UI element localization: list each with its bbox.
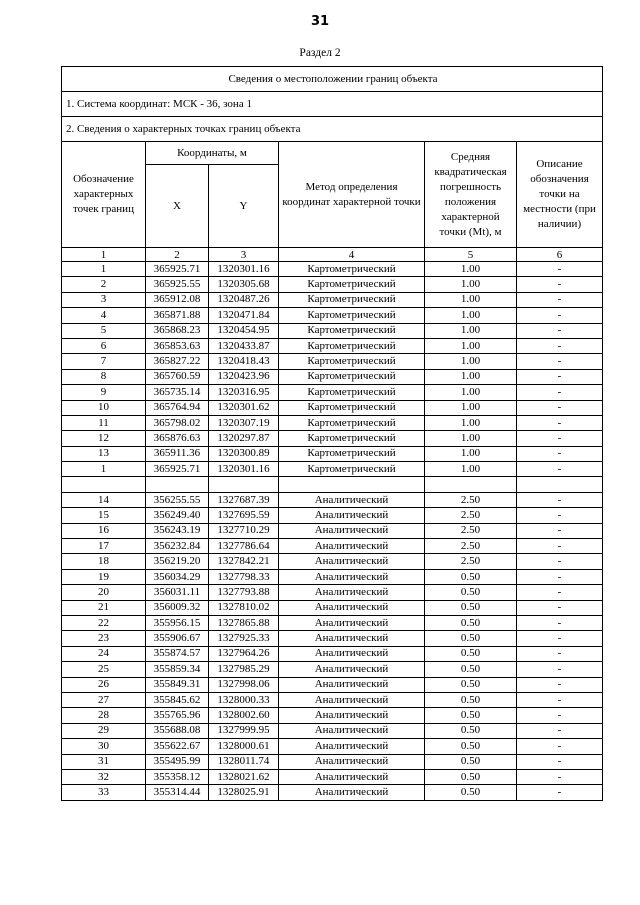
x-cell: 356219.20: [146, 554, 209, 569]
y-cell: 1320301.62: [209, 400, 279, 415]
rmse-cell: 2.50: [425, 539, 517, 554]
boundary-points-table: [61, 66, 603, 801]
rmse-cell: 1.00: [425, 292, 517, 307]
rmse-cell: 0.50: [425, 600, 517, 615]
x-cell: 356249.40: [146, 508, 209, 523]
column-number: 3: [209, 248, 279, 262]
method-cell: Аналитический: [279, 785, 425, 800]
method-cell: Аналитический: [279, 631, 425, 646]
y-cell: 1327865.88: [209, 615, 279, 630]
rmse-cell: 0.50: [425, 739, 517, 754]
table-row: [62, 585, 603, 600]
method-cell: Аналитический: [279, 585, 425, 600]
rmse-cell: 0.50: [425, 708, 517, 723]
description-cell: -: [517, 462, 603, 477]
table-row: [62, 662, 603, 677]
method-cell: Картометрический: [279, 385, 425, 400]
y-cell: 1320433.87: [209, 338, 279, 353]
description-cell: -: [517, 508, 603, 523]
y-cell: 1327687.39: [209, 492, 279, 507]
point-number-cell: 1: [62, 462, 146, 477]
empty-cell: [209, 477, 279, 492]
point-number-cell: 24: [62, 646, 146, 661]
page-number: 31: [310, 14, 330, 29]
x-cell: 355358.12: [146, 769, 209, 784]
x-cell: 365853.63: [146, 338, 209, 353]
x-cell: 355622.67: [146, 739, 209, 754]
method-cell: Аналитический: [279, 492, 425, 507]
point-number-cell: 28: [62, 708, 146, 723]
x-cell: 355845.62: [146, 692, 209, 707]
y-cell: 1320471.84: [209, 308, 279, 323]
rmse-cell: 0.50: [425, 754, 517, 769]
table-row: [62, 769, 603, 784]
coord-system: 1. Система координат: МСК - 36, зона 1: [62, 92, 603, 117]
table-row: [62, 492, 603, 507]
x-cell: 365911.36: [146, 446, 209, 461]
point-number-cell: 12: [62, 431, 146, 446]
empty-cell: [146, 477, 209, 492]
point-number-cell: 13: [62, 446, 146, 461]
y-cell: 1320487.26: [209, 292, 279, 307]
points-caption: 2. Сведения о характерных точках границ объекта: [62, 117, 603, 142]
description-cell: -: [517, 415, 603, 430]
x-cell: 355314.44: [146, 785, 209, 800]
rmse-cell: 1.00: [425, 308, 517, 323]
rmse-cell: 0.50: [425, 769, 517, 784]
description-cell: -: [517, 631, 603, 646]
method-cell: Аналитический: [279, 662, 425, 677]
x-cell: 365760.59: [146, 369, 209, 384]
header-point-designation: Обозначение характерных точек границ: [62, 142, 146, 248]
table-title-row: [62, 67, 603, 92]
x-cell: 356034.29: [146, 569, 209, 584]
description-cell: -: [517, 277, 603, 292]
rmse-cell: 1.00: [425, 354, 517, 369]
method-cell: Аналитический: [279, 723, 425, 738]
rmse-cell: 2.50: [425, 492, 517, 507]
y-cell: 1327999.95: [209, 723, 279, 738]
rmse-cell: 1.00: [425, 338, 517, 353]
x-cell: 356009.32: [146, 600, 209, 615]
x-cell: 365798.02: [146, 415, 209, 430]
rmse-cell: 0.50: [425, 677, 517, 692]
table-row: [62, 277, 603, 292]
x-cell: 356232.84: [146, 539, 209, 554]
x-cell: 355859.34: [146, 662, 209, 677]
point-number-cell: 14: [62, 492, 146, 507]
table-row: [62, 385, 603, 400]
rmse-cell: 0.50: [425, 631, 517, 646]
y-cell: 1320316.95: [209, 385, 279, 400]
x-cell: 365925.71: [146, 462, 209, 477]
empty-cell: [517, 477, 603, 492]
method-cell: Картометрический: [279, 323, 425, 338]
table-row: [62, 631, 603, 646]
y-cell: 1327842.21: [209, 554, 279, 569]
table-row: [62, 523, 603, 538]
y-cell: 1320297.87: [209, 431, 279, 446]
point-number-cell: 15: [62, 508, 146, 523]
description-cell: -: [517, 785, 603, 800]
table-row: [62, 292, 603, 307]
rmse-cell: 1.00: [425, 323, 517, 338]
description-cell: -: [517, 739, 603, 754]
rmse-cell: 2.50: [425, 523, 517, 538]
point-number-cell: 20: [62, 585, 146, 600]
x-cell: 355874.57: [146, 646, 209, 661]
method-cell: Аналитический: [279, 615, 425, 630]
description-cell: -: [517, 369, 603, 384]
y-cell: 1327786.64: [209, 539, 279, 554]
rmse-cell: 2.50: [425, 554, 517, 569]
y-cell: 1320454.95: [209, 323, 279, 338]
table-row: [62, 785, 603, 800]
description-cell: -: [517, 554, 603, 569]
table-row: [62, 569, 603, 584]
header-coordinates: Координаты, м: [146, 142, 279, 165]
y-cell: 1328021.62: [209, 769, 279, 784]
method-cell: Картометрический: [279, 446, 425, 461]
point-number-cell: 17: [62, 539, 146, 554]
table-row: [62, 462, 603, 477]
x-cell: 355906.67: [146, 631, 209, 646]
boundary-points-table-frame: [61, 66, 602, 801]
method-cell: Картометрический: [279, 462, 425, 477]
y-cell: 1320418.43: [209, 354, 279, 369]
points-caption-row: [62, 117, 603, 142]
table-row: [62, 400, 603, 415]
column-number: 4: [279, 248, 425, 262]
x-cell: 365764.94: [146, 400, 209, 415]
rmse-cell: 1.00: [425, 262, 517, 277]
description-cell: -: [517, 600, 603, 615]
description-cell: -: [517, 292, 603, 307]
rmse-cell: 0.50: [425, 662, 517, 677]
description-cell: -: [517, 385, 603, 400]
description-cell: -: [517, 262, 603, 277]
point-number-cell: 19: [62, 569, 146, 584]
rmse-cell: 2.50: [425, 508, 517, 523]
method-cell: Картометрический: [279, 431, 425, 446]
rmse-cell: 1.00: [425, 431, 517, 446]
method-cell: Аналитический: [279, 769, 425, 784]
table-row: [62, 754, 603, 769]
description-cell: -: [517, 308, 603, 323]
y-cell: 1327793.88: [209, 585, 279, 600]
rmse-cell: 0.50: [425, 723, 517, 738]
description-cell: -: [517, 492, 603, 507]
table-row: [62, 446, 603, 461]
description-cell: -: [517, 585, 603, 600]
table-row: [62, 646, 603, 661]
x-cell: 365827.22: [146, 354, 209, 369]
column-numbers-row: [62, 248, 603, 262]
table-row: [62, 615, 603, 630]
table-row: [62, 539, 603, 554]
table-row: [62, 600, 603, 615]
method-cell: Аналитический: [279, 754, 425, 769]
method-cell: Аналитический: [279, 708, 425, 723]
description-cell: -: [517, 646, 603, 661]
rmse-cell: 1.00: [425, 446, 517, 461]
table-row: [62, 708, 603, 723]
table-row: [62, 739, 603, 754]
point-number-cell: 4: [62, 308, 146, 323]
table-row: [62, 431, 603, 446]
x-cell: 356255.55: [146, 492, 209, 507]
point-number-cell: 1: [62, 262, 146, 277]
method-cell: Аналитический: [279, 646, 425, 661]
description-cell: -: [517, 677, 603, 692]
rmse-cell: 1.00: [425, 415, 517, 430]
rmse-cell: 1.00: [425, 400, 517, 415]
y-cell: 1327998.06: [209, 677, 279, 692]
rmse-cell: 1.00: [425, 369, 517, 384]
header-rmse: Средняя квадратическая погрешность положения характерной точки (Mt), м: [425, 142, 517, 248]
y-cell: 1320301.16: [209, 462, 279, 477]
method-cell: Аналитический: [279, 523, 425, 538]
method-cell: Аналитический: [279, 739, 425, 754]
description-cell: -: [517, 754, 603, 769]
description-cell: -: [517, 338, 603, 353]
y-cell: 1327985.29: [209, 662, 279, 677]
table-row: [62, 554, 603, 569]
column-number: 5: [425, 248, 517, 262]
table-row: [62, 723, 603, 738]
rmse-cell: 0.50: [425, 646, 517, 661]
y-cell: 1328000.33: [209, 692, 279, 707]
header-x: X: [146, 165, 209, 248]
y-cell: 1328002.60: [209, 708, 279, 723]
x-cell: 356243.19: [146, 523, 209, 538]
rmse-cell: 0.50: [425, 785, 517, 800]
point-number-cell: 30: [62, 739, 146, 754]
method-cell: Картометрический: [279, 338, 425, 353]
y-cell: 1320307.19: [209, 415, 279, 430]
rmse-cell: 0.50: [425, 585, 517, 600]
y-cell: 1328000.61: [209, 739, 279, 754]
rmse-cell: 1.00: [425, 277, 517, 292]
y-cell: 1328011.74: [209, 754, 279, 769]
method-cell: Картометрический: [279, 400, 425, 415]
table-row: [62, 262, 603, 277]
y-cell: 1320423.96: [209, 369, 279, 384]
rmse-cell: 1.00: [425, 462, 517, 477]
rmse-cell: 0.50: [425, 615, 517, 630]
point-number-cell: 23: [62, 631, 146, 646]
y-cell: 1327925.33: [209, 631, 279, 646]
y-cell: 1320300.89: [209, 446, 279, 461]
empty-cell: [425, 477, 517, 492]
point-number-cell: 18: [62, 554, 146, 569]
rmse-cell: 0.50: [425, 692, 517, 707]
description-cell: -: [517, 523, 603, 538]
x-cell: 365868.23: [146, 323, 209, 338]
empty-cell: [279, 477, 425, 492]
method-cell: Аналитический: [279, 539, 425, 554]
method-cell: Аналитический: [279, 569, 425, 584]
rmse-cell: 1.00: [425, 385, 517, 400]
y-cell: 1327964.26: [209, 646, 279, 661]
header-y: Y: [209, 165, 279, 248]
y-cell: 1327810.02: [209, 600, 279, 615]
point-number-cell: 33: [62, 785, 146, 800]
method-cell: Аналитический: [279, 554, 425, 569]
y-cell: 1327695.59: [209, 508, 279, 523]
description-cell: -: [517, 769, 603, 784]
method-cell: Картометрический: [279, 369, 425, 384]
method-cell: Картометрический: [279, 277, 425, 292]
table-row: [62, 369, 603, 384]
point-number-cell: 9: [62, 385, 146, 400]
y-cell: 1328025.91: [209, 785, 279, 800]
description-cell: -: [517, 662, 603, 677]
point-number-cell: 22: [62, 615, 146, 630]
description-cell: -: [517, 569, 603, 584]
x-cell: 365735.14: [146, 385, 209, 400]
x-cell: 365912.08: [146, 292, 209, 307]
table-row: [62, 677, 603, 692]
x-cell: 365925.71: [146, 262, 209, 277]
y-cell: 1320301.16: [209, 262, 279, 277]
description-cell: -: [517, 615, 603, 630]
point-number-cell: 21: [62, 600, 146, 615]
table-row: [62, 354, 603, 369]
point-number-cell: 10: [62, 400, 146, 415]
description-cell: -: [517, 723, 603, 738]
table-row: [62, 338, 603, 353]
x-cell: 355688.08: [146, 723, 209, 738]
x-cell: 356031.11: [146, 585, 209, 600]
method-cell: Картометрический: [279, 262, 425, 277]
x-cell: 365871.88: [146, 308, 209, 323]
point-number-cell: 27: [62, 692, 146, 707]
method-cell: Картометрический: [279, 308, 425, 323]
column-number: 6: [517, 248, 603, 262]
y-cell: 1320305.68: [209, 277, 279, 292]
description-cell: -: [517, 354, 603, 369]
method-cell: Картометрический: [279, 415, 425, 430]
point-number-cell: 29: [62, 723, 146, 738]
description-cell: -: [517, 400, 603, 415]
table-row: [62, 692, 603, 707]
point-number-cell: 6: [62, 338, 146, 353]
point-number-cell: 5: [62, 323, 146, 338]
point-number-cell: 16: [62, 523, 146, 538]
method-cell: Картометрический: [279, 354, 425, 369]
point-number-cell: 32: [62, 769, 146, 784]
section-label: Раздел 2: [299, 47, 341, 59]
method-cell: Аналитический: [279, 692, 425, 707]
table-row: [62, 508, 603, 523]
x-cell: 355495.99: [146, 754, 209, 769]
description-cell: -: [517, 692, 603, 707]
header-row-1: [62, 142, 603, 165]
method-cell: Аналитический: [279, 600, 425, 615]
table-row: [62, 308, 603, 323]
description-cell: -: [517, 539, 603, 554]
point-number-cell: 25: [62, 662, 146, 677]
empty-cell: [62, 477, 146, 492]
rmse-cell: 0.50: [425, 569, 517, 584]
description-cell: -: [517, 708, 603, 723]
table-title: Сведения о местоположении границ объекта: [62, 67, 603, 92]
method-cell: Картометрический: [279, 292, 425, 307]
point-number-cell: 3: [62, 292, 146, 307]
table-row: [62, 415, 603, 430]
x-cell: 365925.55: [146, 277, 209, 292]
coord-system-row: [62, 92, 603, 117]
header-description: Описание обозначения точки на местности (при наличии): [517, 142, 603, 248]
x-cell: 365876.63: [146, 431, 209, 446]
point-number-cell: 31: [62, 754, 146, 769]
y-cell: 1327710.29: [209, 523, 279, 538]
column-number: 1: [62, 248, 146, 262]
y-cell: 1327798.33: [209, 569, 279, 584]
point-number-cell: 8: [62, 369, 146, 384]
header-method: Метод определения координат характерной точки: [279, 142, 425, 248]
x-cell: 355956.15: [146, 615, 209, 630]
point-number-cell: 2: [62, 277, 146, 292]
description-cell: -: [517, 323, 603, 338]
x-cell: 355765.96: [146, 708, 209, 723]
x-cell: 355849.31: [146, 677, 209, 692]
column-number: 2: [146, 248, 209, 262]
separator-row: [62, 477, 603, 492]
point-number-cell: 7: [62, 354, 146, 369]
table-row: [62, 323, 603, 338]
description-cell: -: [517, 431, 603, 446]
point-number-cell: 26: [62, 677, 146, 692]
point-number-cell: 11: [62, 415, 146, 430]
method-cell: Аналитический: [279, 508, 425, 523]
description-cell: -: [517, 446, 603, 461]
method-cell: Аналитический: [279, 677, 425, 692]
